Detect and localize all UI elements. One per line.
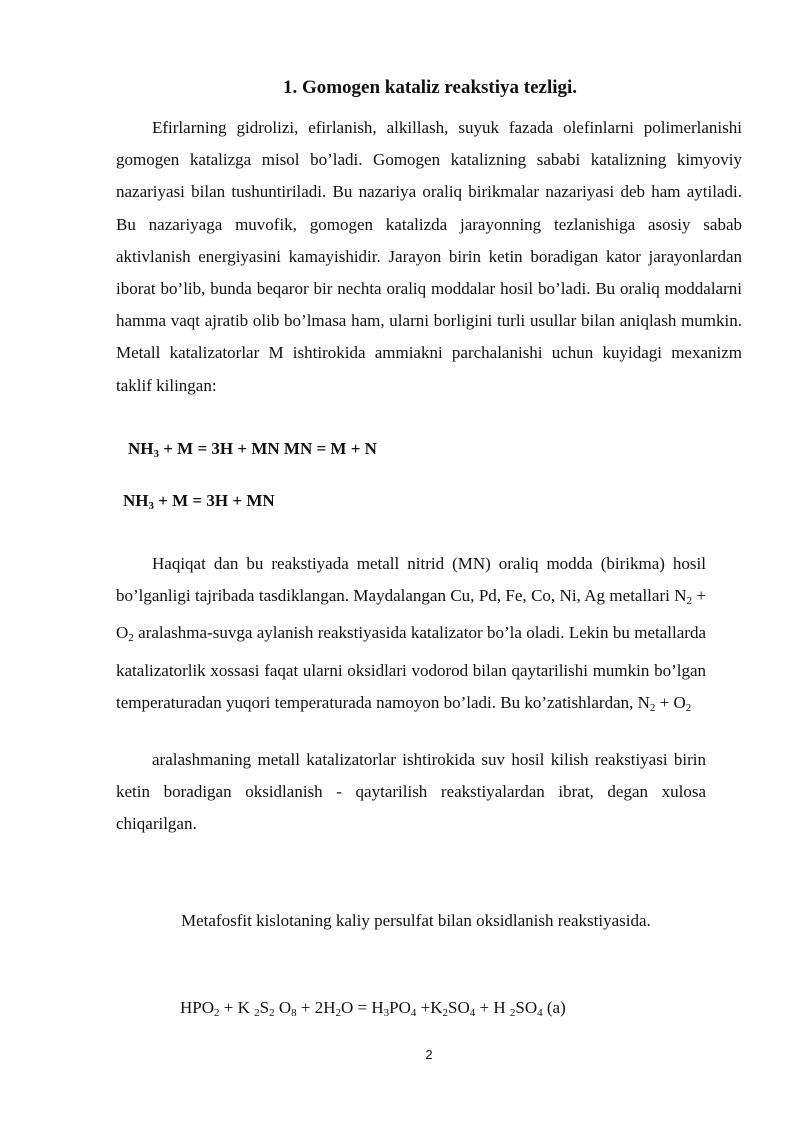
paragraph-conclusion: aralashmaning metall katalizatorlar ishtirokida suv hosil kilish reakstiyasi birin ketin boradigan oksidlanish - qaytarilish reakstiyalardan ibrat, degan xulosa chiqarilgan. (116, 750, 706, 834)
paragraph-intro: Efirlarning gidrolizi, efirlanish, alkillash, suyuk fazada olefinlarni polimerlanishi gomogen katalizga misol bo’ladi. Gomogen katalizning sababi katalizning kimyoviy nazariyasi bilan tushuntiriladi. Bu nazariya oraliq birikmalar nazariyasi deb ham aytiladi. Bu nazariyaga muvofik, gomogen katalizda jarayonning tezlanishiga asosiy sabab aktivlanish energiyasini kamayishidir. Jarayon birin ketin boradigan kator jarayonlardan iborat bo’lib, bunda beqaror bir nechta oraliq moddalar hosil bo’ladi. Bu oraliq moddalarni hamma vaqt ajratib olib bo’lmasa ham, ularni borligini turli usullar bilan aniqlash mumkin. Metall katalizatorlar M ishtirokida ammiakni parchalanishi uchun kuyidagi mexanizm taklif kilingan: (116, 118, 742, 395)
formula-ammonia-step: $NH_3 + M = 3H$ + MN (123, 491, 275, 512)
equation-oxidation: $HPO_2 + K$ $_2S_2$ $O_8 + 2H_2O = H_3PO_4 +K_2SO_4 + H$ $_2SO_4$ (a) (180, 998, 566, 1019)
paragraph-nitride: Haqiqat dan bu reakstiyada metall nitrid (MN) oraliq modda (birikma) hosil bo’lganligi tajribada tasdiklangan. Maydalangan Cu, Pd, Fe, Co, Ni, Ag metallari $N_2 + O_2$ aralashma-suvga aylanish reakstiyasida katalizator bo’la oladi. Lekin bu metallarda katalizatorlik xossasi faqat ularni oksidlari vodorod bilan qaytarilishi mumkin bo’lgan temperaturadan yuqori temperaturada namoyon bo’ladi. Bu ko’zatishlardan, $N_2 + O_2$ (116, 554, 706, 714)
section-title: 1. Gomogen kataliz reakstiya tezligi. (282, 77, 578, 98)
formula-ammonia-mechanism: $NH_3 + M = 3H$ + MN MN = M + N (128, 439, 377, 460)
page-number: 2 (425, 1047, 433, 1062)
subtitle-metaphosphite: Metafosfit kislotaning kaliy persulfat bilan oksidlanish reakstiyasida. (181, 911, 651, 930)
